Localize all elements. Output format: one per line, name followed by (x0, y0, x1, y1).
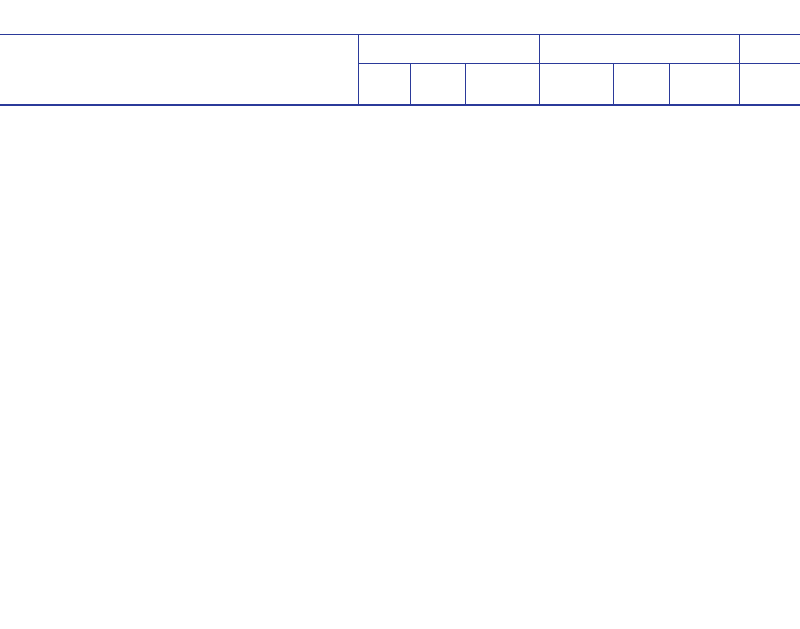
header-corner (0, 35, 358, 106)
header-mcv (739, 35, 800, 64)
subheader-turn-value (539, 64, 613, 106)
subheader-emp-share (410, 64, 465, 106)
subheader-emp-value (358, 64, 410, 106)
subheader-emp-change (465, 64, 539, 106)
subheader-mcv-value (739, 64, 800, 106)
subheader-turn-change (669, 64, 739, 106)
data-table (0, 34, 800, 106)
subheader-turn-share (613, 64, 669, 106)
header-turnover (539, 35, 739, 64)
header-employment (358, 35, 539, 64)
